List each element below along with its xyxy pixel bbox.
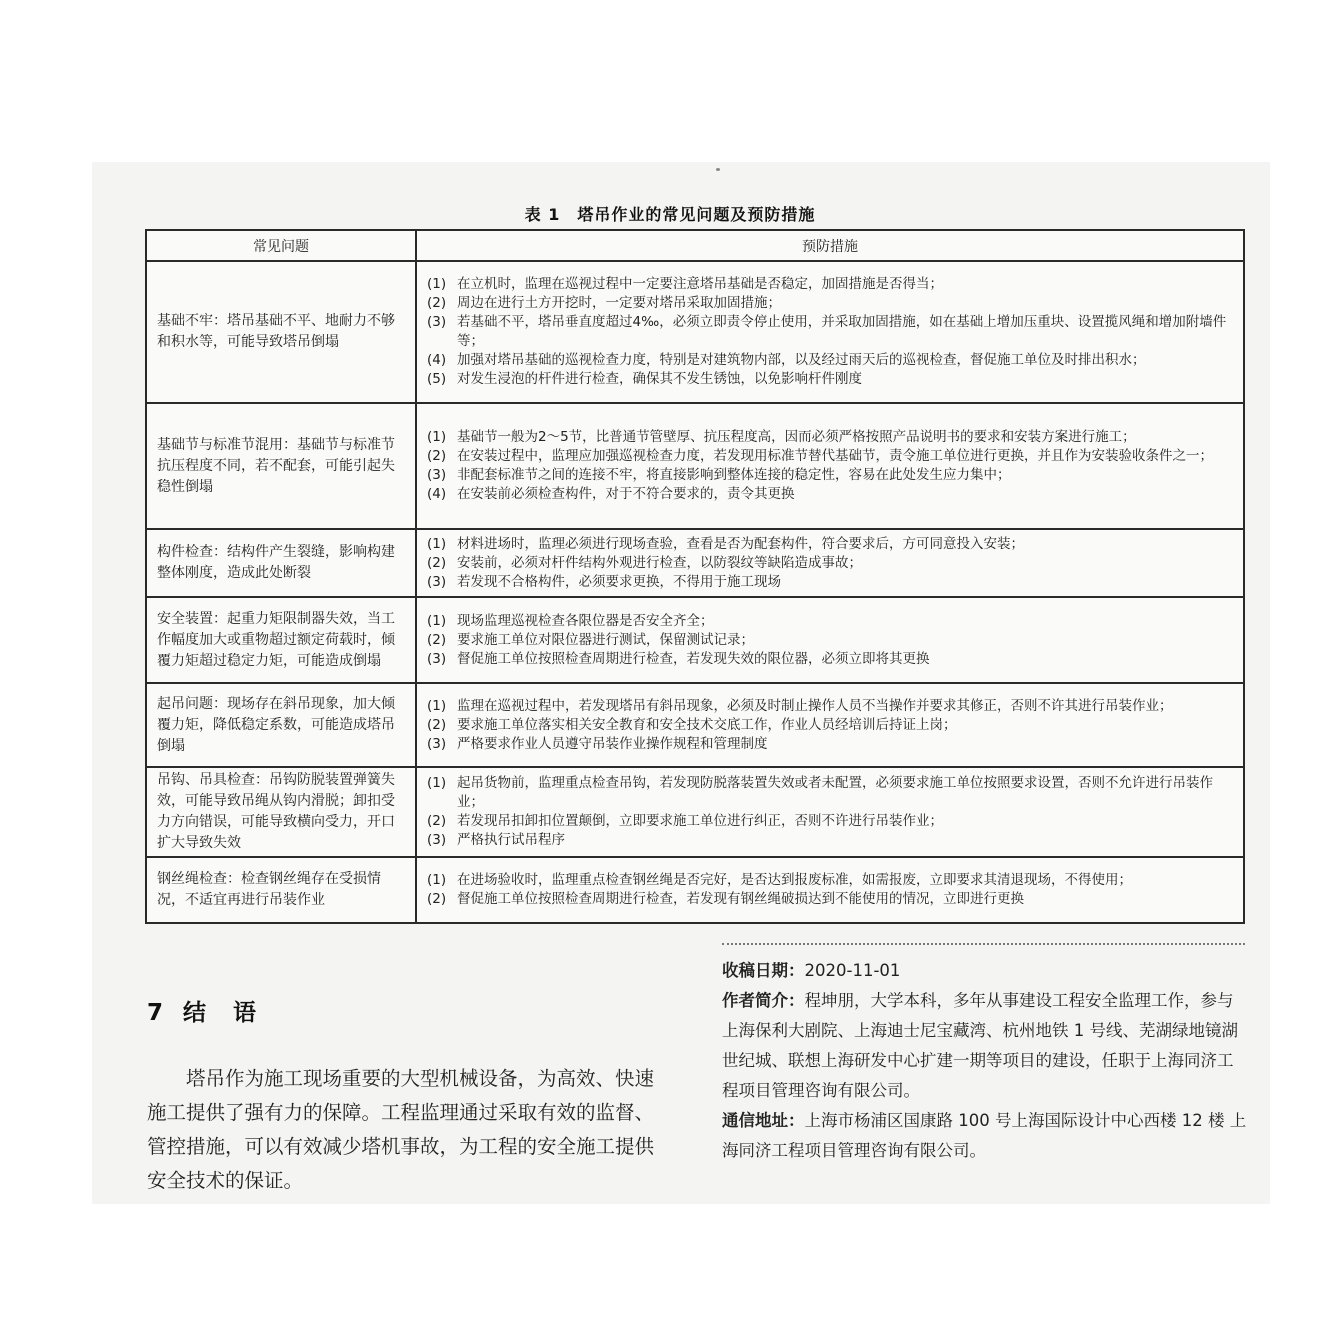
measure-num: (2)	[427, 813, 447, 829]
measure-item	[427, 871, 1235, 890]
measure-item	[427, 650, 1235, 669]
dotted-separator	[722, 943, 1245, 945]
measure-text: 非配套标准节之间的连接不牢，将直接影响到整体连接的稳定性，容易在此处发生应力集中；	[457, 467, 1011, 483]
measures-cell	[416, 857, 1244, 923]
measure-num: (1)	[427, 276, 447, 292]
measure-item	[427, 831, 1235, 850]
measure-text: 督促施工单位按照检查周期进行检查，若发现失效的限位器，必须立即将其更换	[457, 650, 930, 667]
table-row	[146, 857, 1244, 923]
problem-cell: 钢丝绳检查：检查钢丝绳存在受损情况，不适宜再进行吊装作业	[146, 857, 416, 923]
measure-item	[427, 612, 1235, 631]
measure-item	[427, 631, 1235, 650]
measure-text: 若基础不平，塔吊垂直度超过4‰，必须立即责令停止使用，并采取加固措施，如在基础上增加压重块、设置揽风绳和增加附墙件等；	[457, 314, 1227, 349]
measure-text: 督促施工单位按照检查周期进行检查，若发现有钢丝绳破损达到不能使用的情况，立即进行更换	[457, 891, 1024, 907]
measure-text: 要求施工单位对限位器进行测试，保留测试记录；	[457, 631, 754, 648]
measure-text: 安装前，必须对杆件结构外观进行检查，以防裂纹等缺陷造成事故；	[457, 554, 862, 571]
measure-num: (3)	[427, 314, 447, 330]
measure-num: (3)	[427, 573, 447, 590]
author-label: 作者简介：	[722, 991, 805, 1010]
address-value: 上海市杨浦区国康路 100 号上海国际设计中心西楼 12 楼 上海同济工程项目管理咨询有限公司。	[722, 1111, 1247, 1160]
measure-text: 周边在进行土方开挖时，一定要对塔吊采取加固措施；	[457, 295, 781, 311]
measures-cell	[416, 683, 1244, 767]
scan-speck	[716, 168, 720, 171]
section-title: 结 语	[183, 1000, 259, 1026]
measure-item	[427, 890, 1235, 909]
received-value: 2020-11-01	[804, 961, 901, 980]
table-row	[146, 403, 1244, 529]
measure-num: (1)	[427, 612, 447, 629]
measures-cell	[416, 597, 1244, 683]
problem-cell: 吊钩、吊具检查：吊钩防脱装置弹簧失效，可能导致吊绳从钩内滑脱；卸扣受力方向错误，可能导致横向受力，开口扩大导致失效	[146, 767, 416, 857]
measures-cell	[416, 261, 1244, 403]
measure-item	[427, 774, 1235, 812]
measure-text: 要求施工单位落实相关安全教育和安全技术交底工作，作业人员经培训后持证上岗；	[457, 716, 957, 733]
problem-cell: 安全装置：起重力矩限制器失效，当工作幅度加大或重物超过额定荷载时，倾覆力矩超过稳定力矩，可能造成倒塌	[146, 597, 416, 683]
measures-cell	[416, 529, 1244, 597]
measure-text: 基础节一般为2～5节，比普通节管壁厚、抗压程度高，因而必须严格按照产品说明书的要求和安装方案进行施工；	[457, 429, 1136, 445]
address-label: 通信地址：	[722, 1111, 805, 1130]
problem-cell: 基础节与标准节混用：基础节与标准节抗压程度不同，若不配套，可能引起失稳性倒塌	[146, 403, 416, 529]
problems-measures-table	[145, 229, 1245, 924]
measure-text: 现场监理巡视检查各限位器是否安全齐全；	[457, 612, 714, 629]
measure-item	[427, 573, 1235, 592]
measure-num: (1)	[427, 775, 447, 791]
mailing-address	[722, 1106, 1248, 1166]
measure-num: (1)	[427, 872, 447, 888]
measures-cell	[416, 767, 1244, 857]
measure-num: (3)	[427, 735, 447, 752]
measure-text: 在立机时，监理在巡视过程中一定要注意塔吊基础是否稳定，加固措施是否得当；	[457, 276, 943, 292]
measures-cell	[416, 403, 1244, 529]
measure-text: 监理在巡视过程中，若发现塔吊有斜吊现象，必须及时制止操作人员不当操作并要求其修正，否则不许其进行吊装作业；	[457, 697, 1173, 714]
measure-num: (1)	[427, 697, 447, 714]
measure-item	[427, 294, 1235, 313]
measure-num: (5)	[427, 371, 447, 387]
measure-item	[427, 535, 1235, 554]
measure-text: 若发现不合格构件，必须要求更换，不得用于施工现场	[457, 573, 781, 590]
measure-text: 对发生浸泡的杆件进行检查，确保其不发生锈蚀，以免影响杆件刚度	[457, 371, 862, 387]
header-problem: 常见问题	[146, 230, 416, 261]
measure-item	[427, 466, 1235, 485]
problem-cell: 构件检查：结构件产生裂缝，影响构建整体刚度，造成此处断裂	[146, 529, 416, 597]
received-label: 收稿日期：	[722, 961, 805, 980]
measure-num: (2)	[427, 891, 447, 907]
conclusion-paragraph: 塔吊作为施工现场重要的大型机械设备，为高效、快速施工提供了强有力的保障。工程监理通过采取有效的监督、管控措施，可以有效减少塔机事故，为工程的安全施工提供安全技术的保证。	[147, 1067, 655, 1192]
measure-num: (2)	[427, 554, 447, 571]
table-title: 表 1 塔吊作业的常见问题及预防措施	[524, 205, 816, 224]
measure-text: 在安装过程中，监理应加强巡视检查力度，若发现用标准节替代基础节，责令施工单位进行更换，并且作为安装验收条件之一；	[457, 448, 1213, 464]
measure-num: (4)	[427, 352, 447, 368]
measure-text: 在进场验收时，监理重点检查钢丝绳是否完好，是否达到报废标准，如需报废，立即要求其清退现场，不得使用；	[457, 872, 1132, 888]
measure-item	[427, 812, 1235, 831]
measure-num: (2)	[427, 631, 447, 648]
measure-item	[427, 447, 1235, 466]
measure-item	[427, 370, 1235, 389]
measure-num: (1)	[427, 535, 447, 552]
measure-item	[427, 485, 1235, 504]
header-measures: 预防措施	[416, 230, 1244, 261]
measure-item	[427, 313, 1235, 351]
problem-cell: 基础不牢：塔吊基础不平、地耐力不够和积水等，可能导致塔吊倒塌	[146, 261, 416, 403]
measure-item	[427, 351, 1235, 370]
measure-num: (2)	[427, 716, 447, 733]
measure-text: 严格要求作业人员遵守吊装作业操作规程和管理制度	[457, 735, 768, 752]
measure-num: (3)	[427, 467, 447, 483]
section-heading	[147, 994, 258, 1027]
measure-text: 加强对塔吊基础的巡视检查力度，特别是对建筑物内部，以及经过雨天后的巡视检查，督促施工单位及时排出积水；	[457, 352, 1146, 368]
measure-text: 严格执行试吊程序	[457, 832, 565, 848]
measure-text: 起吊货物前，监理重点检查吊钩，若发现防脱落装置失效或者未配置，必须要求施工单位按照要求设置，否则不允许进行吊装作业；	[457, 775, 1213, 810]
measure-text: 材料进场时，监理必须进行现场查验，查看是否为配套构件，符合要求后，方可同意投入安装；	[457, 535, 1024, 552]
table-header-row	[146, 230, 1244, 261]
measure-num: (3)	[427, 650, 447, 667]
section-number: 7	[147, 1000, 166, 1026]
measure-item	[427, 716, 1235, 735]
measure-num: (3)	[427, 832, 447, 848]
problem-cell: 起吊问题：现场存在斜吊现象，加大倾覆力矩，降低稳定系数，可能造成塔吊倒塌	[146, 683, 416, 767]
table-row	[146, 683, 1244, 767]
measure-item	[427, 554, 1235, 573]
article-info	[722, 956, 1248, 1166]
measure-num: (4)	[427, 486, 447, 502]
measure-num: (2)	[427, 448, 447, 464]
measure-item	[427, 697, 1235, 716]
table-row	[146, 261, 1244, 403]
measure-num: (2)	[427, 295, 447, 311]
author-bio	[722, 986, 1248, 1106]
measure-text: 在安装前必须检查构件，对于不符合要求的，责令其更换	[457, 486, 795, 502]
measure-text: 若发现吊扣卸扣位置颠倒，立即要求施工单位进行纠正，否则不许进行吊装作业；	[457, 813, 943, 829]
measure-item	[427, 275, 1235, 294]
measure-item	[427, 428, 1235, 447]
table-row	[146, 597, 1244, 683]
measure-num: (1)	[427, 429, 447, 445]
measure-item	[427, 735, 1235, 754]
table-row	[146, 767, 1244, 857]
author-value: 程坤朋，大学本科，多年从事建设工程安全监理工作，参与上海保利大剧院、上海迪士尼宝藏湾、杭州地铁 1 号线、芜湖绿地镜湖世纪城、联想上海研发中心扩建一期等项目的建设，任职于上海同济工程项目管理咨询有限公司。	[722, 991, 1238, 1100]
received-date	[722, 956, 1248, 986]
table-row	[146, 529, 1244, 597]
